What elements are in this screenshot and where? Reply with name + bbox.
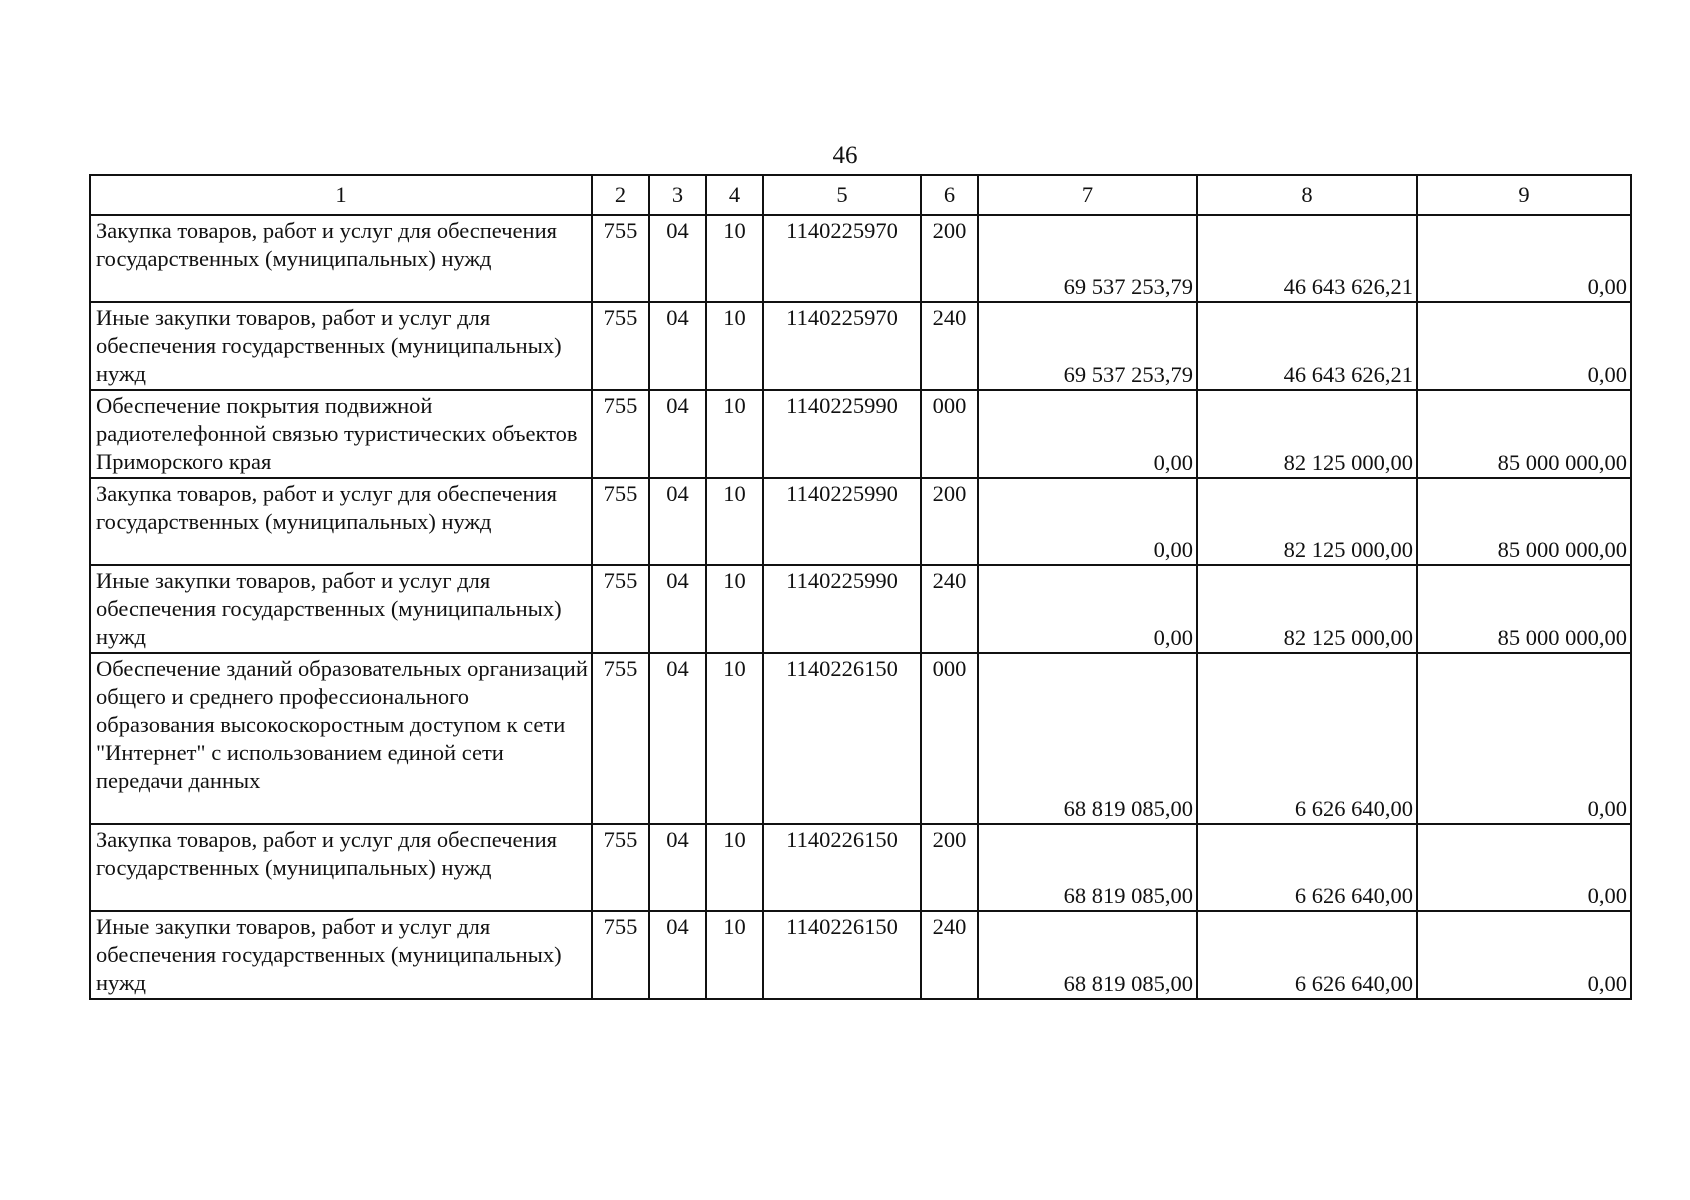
cell-col2: 755 [592,215,649,302]
cell-col2: 755 [592,390,649,478]
cell-col2: 755 [592,824,649,911]
column-header: 8 [1197,175,1417,215]
cell-col8: 6 626 640,00 [1197,824,1417,911]
cell-col4: 10 [706,653,763,824]
row-name: Обеспечение зданий образовательных организаций общего и среднего профессионального образования высокоскоростным доступом к сети "Интернет" с использованием единой сети передачи данных [90,653,592,824]
cell-col7: 68 819 085,00 [978,653,1197,824]
cell-col6: 240 [921,565,978,653]
cell-col6: 200 [921,215,978,302]
cell-col4: 10 [706,478,763,565]
cell-col7: 0,00 [978,478,1197,565]
cell-col3: 04 [649,215,706,302]
column-header: 7 [978,175,1197,215]
cell-col9: 0,00 [1417,302,1631,390]
cell-col5: 1140226150 [763,911,921,999]
cell-col8: 6 626 640,00 [1197,653,1417,824]
table-row [90,824,1631,911]
cell-col6: 000 [921,653,978,824]
cell-col3: 04 [649,824,706,911]
cell-col4: 10 [706,565,763,653]
cell-col8: 82 125 000,00 [1197,565,1417,653]
row-name: Обеспечение покрытия подвижной радиотелефонной связью туристических объектов Приморского края [90,390,592,478]
page-number: 46 [832,142,858,169]
cell-col2: 755 [592,911,649,999]
cell-col7: 0,00 [978,390,1197,478]
column-header: 5 [763,175,921,215]
cell-col8: 46 643 626,21 [1197,215,1417,302]
cell-col8: 6 626 640,00 [1197,911,1417,999]
cell-col3: 04 [649,478,706,565]
cell-col5: 1140225990 [763,390,921,478]
row-name: Закупка товаров, работ и услуг для обеспечения государственных (муниципальных) нужд [90,478,592,565]
cell-col7: 68 819 085,00 [978,911,1197,999]
cell-col9: 0,00 [1417,824,1631,911]
row-name: Закупка товаров, работ и услуг для обеспечения государственных (муниципальных) нужд [90,824,592,911]
table-row [90,565,1631,653]
cell-col5: 1140226150 [763,824,921,911]
row-name: Иные закупки товаров, работ и услуг для обеспечения государственных (муниципальных) нужд [90,911,592,999]
cell-col6: 200 [921,478,978,565]
column-header: 1 [90,175,592,215]
cell-col3: 04 [649,302,706,390]
cell-col7: 69 537 253,79 [978,215,1197,302]
cell-col4: 10 [706,824,763,911]
row-name: Иные закупки товаров, работ и услуг для обеспечения государственных (муниципальных) нужд [90,302,592,390]
column-header: 6 [921,175,978,215]
row-name: Иные закупки товаров, работ и услуг для обеспечения государственных (муниципальных) нужд [90,565,592,653]
column-header: 4 [706,175,763,215]
cell-col6: 240 [921,302,978,390]
column-header: 3 [649,175,706,215]
table-row [90,911,1631,999]
cell-col2: 755 [592,478,649,565]
column-header: 9 [1417,175,1631,215]
cell-col6: 240 [921,911,978,999]
cell-col9: 0,00 [1417,911,1631,999]
header-row [90,175,1631,215]
cell-col2: 755 [592,653,649,824]
cell-col2: 755 [592,302,649,390]
cell-col6: 000 [921,390,978,478]
cell-col3: 04 [649,653,706,824]
cell-col4: 10 [706,302,763,390]
cell-col4: 10 [706,215,763,302]
cell-col4: 10 [706,911,763,999]
table-row [90,302,1631,390]
budget-table [89,174,1632,1000]
cell-col5: 1140226150 [763,653,921,824]
table-row [90,215,1631,302]
cell-col4: 10 [706,390,763,478]
cell-col7: 68 819 085,00 [978,824,1197,911]
cell-col5: 1140225970 [763,215,921,302]
cell-col6: 200 [921,824,978,911]
cell-col9: 0,00 [1417,215,1631,302]
table-row [90,653,1631,824]
cell-col9: 85 000 000,00 [1417,565,1631,653]
cell-col3: 04 [649,565,706,653]
cell-col3: 04 [649,390,706,478]
cell-col5: 1140225970 [763,302,921,390]
cell-col8: 46 643 626,21 [1197,302,1417,390]
cell-col3: 04 [649,911,706,999]
table-row [90,478,1631,565]
cell-col9: 0,00 [1417,653,1631,824]
row-name: Закупка товаров, работ и услуг для обеспечения государственных (муниципальных) нужд [90,215,592,302]
cell-col8: 82 125 000,00 [1197,390,1417,478]
cell-col2: 755 [592,565,649,653]
cell-col5: 1140225990 [763,565,921,653]
cell-col9: 85 000 000,00 [1417,478,1631,565]
table-row [90,390,1631,478]
cell-col5: 1140225990 [763,478,921,565]
cell-col8: 82 125 000,00 [1197,478,1417,565]
cell-col7: 69 537 253,79 [978,302,1197,390]
cell-col7: 0,00 [978,565,1197,653]
cell-col9: 85 000 000,00 [1417,390,1631,478]
column-header: 2 [592,175,649,215]
